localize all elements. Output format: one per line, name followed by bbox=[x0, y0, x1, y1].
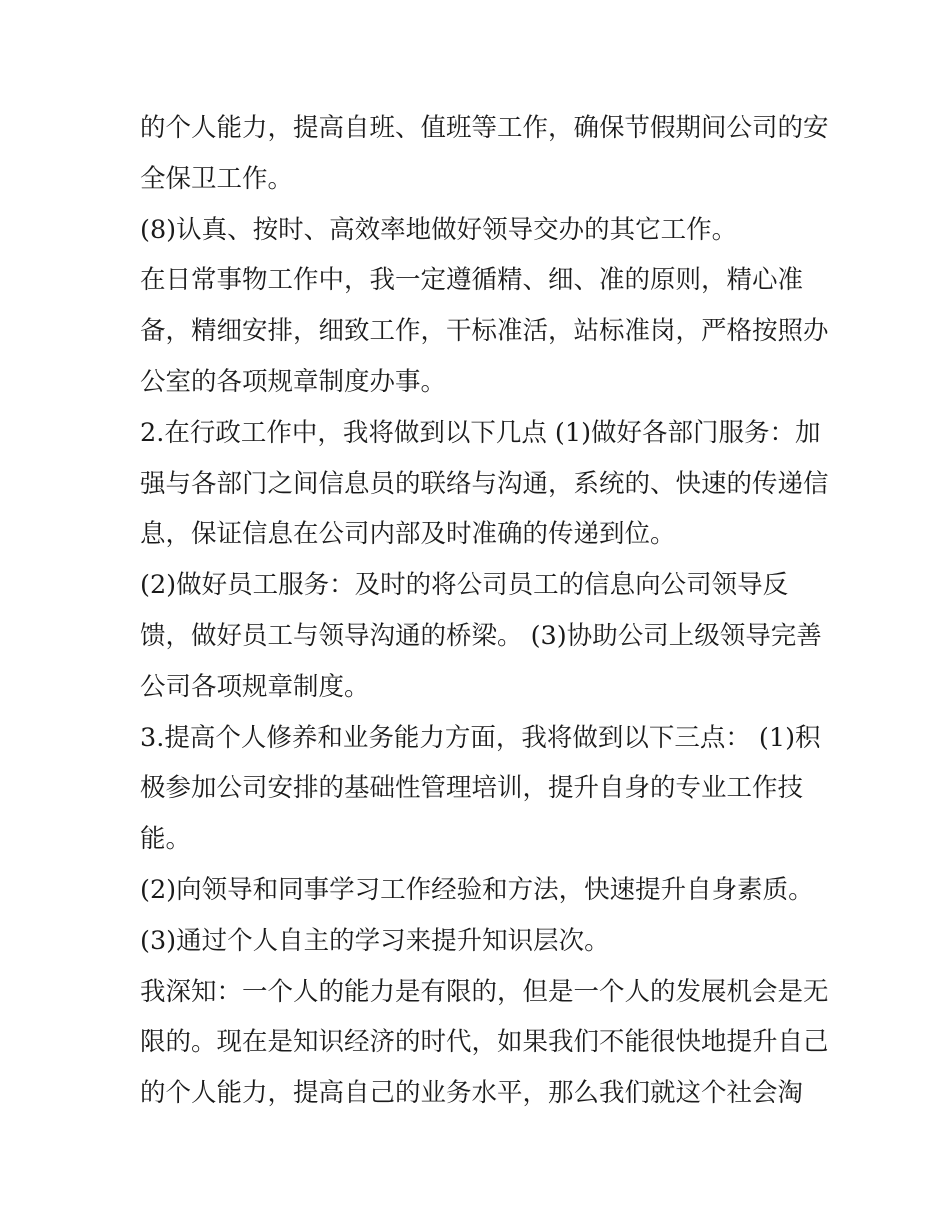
text-line: 全保卫工作。 bbox=[140, 163, 294, 194]
text-line: 3.提高个人修养和业务能力方面，我将做到以下三点： (1)积 bbox=[140, 722, 821, 753]
text-line: 馈，做好员工与领导沟通的桥梁。 (3)协助公司上级领导完善 bbox=[140, 620, 822, 651]
text-line: 的个人能力，提高自己的业务水平，那么我们就这个社会淘 bbox=[140, 1078, 804, 1109]
text-line: 公司各项规章制度。 bbox=[140, 671, 370, 702]
text-line: 的个人能力，提高自班、值班等工作，确保节假期间公司的安 bbox=[140, 113, 829, 143]
text-line: 2.在行政工作中，我将做到以下几点 (1)做好各部门服务：加 bbox=[140, 417, 821, 448]
text-line: (8)认真、按时、高效率地做好领导交办的其它工作。 bbox=[140, 214, 738, 245]
text-line: 我深知：一个人的能力是有限的，但是一个人的发展机会是无 bbox=[140, 976, 829, 1007]
text-line: 息，保证信息在公司内部及时准确的传递到位。 bbox=[140, 519, 676, 550]
text-line: 能。 bbox=[140, 824, 192, 855]
text-line: 限的。现在是知识经济的时代，如果我们不能很快地提升自己 bbox=[140, 1027, 829, 1058]
document-body bbox=[140, 103, 829, 1119]
text-line: (3)通过个人自主的学习来提升知识层次。 bbox=[140, 925, 610, 956]
text-line: 备，精细安排，细致工作，干标准活，站标准岗，严格按照办 bbox=[140, 316, 829, 347]
text-line: 极参加公司安排的基础性管理培训，提升自身的专业工作技 bbox=[140, 773, 804, 804]
text-line: 公室的各项规章制度办事。 bbox=[140, 366, 447, 397]
text-line: 强与各部门之间信息员的联络与沟通，系统的、快速的传递信 bbox=[140, 468, 829, 499]
text-line: 在日常事物工作中，我一定遵循精、细、准的原则，精心准 bbox=[140, 265, 804, 296]
text-line: (2)向领导和同事学习工作经验和方法，快速提升自身素质。 bbox=[140, 874, 814, 905]
text-line: (2)做好员工服务：及时的将公司员工的信息向公司领导反 bbox=[140, 570, 789, 601]
